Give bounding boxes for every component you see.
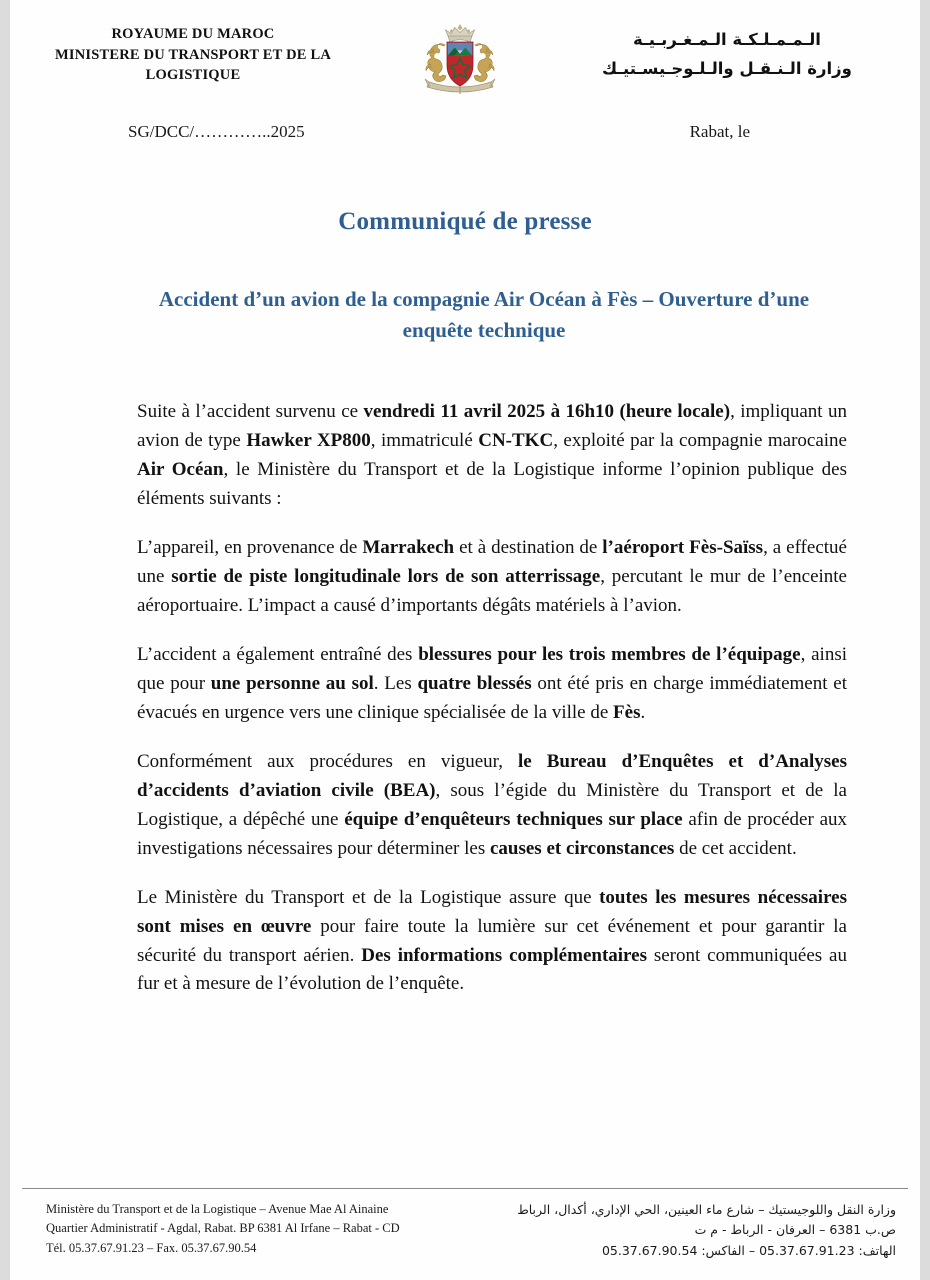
letterhead-french: [28, 18, 358, 86]
morocco-coat-of-arms-icon: [417, 20, 503, 100]
ministry-name-ar: وزارة الـنـقـل والـلـوجـيسـتيـك: [602, 58, 852, 78]
p2-text-3: , a effectué une: [137, 536, 847, 587]
p5-text-1: Le Ministère du Transport et de la Logistique assure que: [137, 886, 600, 908]
emblem-container: [406, 18, 514, 100]
p4-bold-2: équipe d’enquêteurs techniques sur place: [344, 808, 683, 830]
paragraph-1: [137, 398, 847, 514]
p2-text-2: et à destination de: [454, 536, 603, 558]
paragraph-4: [137, 748, 847, 864]
p1-bold-1: vendredi 11 avril 2025 à 16h10 (heure locale): [363, 401, 731, 422]
p1-text-1: Suite à l’accident survenu ce: [137, 401, 364, 422]
p4-bold-1: le Bureau d’Enquêtes et d’Analyses d’accidents d’aviation civile (BEA): [137, 750, 847, 801]
footer-divider: [22, 1188, 908, 1189]
footer-fr-contact: Tél. 05.37.67.91.23 – Fax. 05.37.67.90.54: [46, 1240, 257, 1255]
letterhead: [10, 18, 920, 114]
ministry-name-fr-line1: MINISTERE DU TRANSPORT ET DE LA: [54, 46, 332, 63]
p3-bold-4: Fès: [613, 701, 641, 723]
footer-fr-address-1: Ministère du Transport et de la Logistique – Avenue Mae Al Ainaine: [46, 1202, 389, 1216]
p4-text-1: Conformément aux procédures en vigueur,: [137, 750, 518, 772]
p4-text-2: , sous l’égide du Ministère du Transport et de la Logistique, a dépêché une: [137, 779, 847, 830]
p3-bold-2: une personne au sol: [210, 672, 374, 694]
p1-text-4: , exploité par la compagnie marocaine: [553, 429, 847, 451]
p3-text-1: L’accident a également entraîné des: [137, 643, 419, 665]
p3-bold-1: blessures pour les trois membres de l’équipage: [418, 643, 801, 665]
p2-text-1: L’appareil, en provenance de: [137, 536, 363, 558]
p1-bold-4: Air Océan: [137, 458, 224, 480]
p3-text-2: , ainsi que pour: [137, 643, 847, 694]
p2-text-4: , percutant le mur de l’enceinte aéroportuaire. L’impact a causé d’importants dégâts matériels à l’avion.: [137, 565, 847, 616]
footer: [10, 1200, 920, 1261]
footer-ar-contact: الهاتف: 05.37.67.91.23 – الفاكس: 05.37.67.90.54: [601, 1242, 896, 1258]
p1-text-3: , immatriculé: [370, 429, 479, 451]
ministry-country-fr: ROYAUME DU MAROC: [111, 26, 275, 42]
footer-ar-address-1: وزارة النقل واللوجيستيك – شارع ماء العينين، الحي الإداري، أكدال، الرباط: [517, 1202, 896, 1217]
page-sheet: [10, 0, 920, 1280]
p4-text-3: afin de procéder aux investigations nécessaires pour déterminer les: [137, 808, 848, 859]
p3-text-4: ont été pris en charge immédiatement et évacués en urgence vers une clinique spécialisée de la ville de: [137, 672, 847, 723]
ministry-name-fr-line2: LOGISTIQUE: [145, 67, 241, 84]
paragraph-5: [137, 884, 847, 1000]
page-title: Communiqué de presse: [338, 208, 592, 235]
p5-text-2: pour faire toute la lumière sur cet événement et pour garantir la sécurité du transport aérien.: [137, 915, 847, 966]
p3-text-5: .: [640, 701, 646, 723]
paragraph-3: [137, 641, 847, 728]
p4-text-4: de cet accident.: [674, 837, 797, 859]
p1-text-5: , le Ministère du Transport et de la Logistique informe l’opinion publique des éléments suivants :: [137, 458, 847, 509]
place-date: Rabat, le: [689, 122, 750, 141]
reference-line: [10, 122, 920, 142]
p5-bold-1: toutes les mesures nécessaires sont mises en œuvre: [137, 886, 847, 937]
p2-bold-1: Marrakech: [362, 536, 455, 558]
p4-bold-3: causes et circonstances: [489, 837, 675, 859]
ministry-country-ar: الـمـمـلـكـة الـمـغـربـيـة: [633, 30, 821, 49]
footer-ar-address-2: ص.ب 6381 – العرفان - الرباط - م ت: [694, 1222, 896, 1238]
document-body: [137, 398, 847, 999]
p2-bold-2: l’aéroport Fès-Saïss: [602, 536, 764, 558]
p3-bold-3: quatre blessés: [417, 672, 532, 694]
letterhead-arabic: [562, 18, 892, 84]
p3-text-3: . Les: [373, 672, 418, 694]
p1-text-2: , impliquant un avion de type: [137, 401, 847, 451]
p5-text-3: seront communiquées au fur et à mesure de l’évolution de l’enquête.: [137, 944, 847, 995]
paragraph-2: [137, 534, 847, 621]
page-subtitle: Accident d’un avion de la compagnie Air Océan à Fès – Ouverture d’une enquête technique: [158, 287, 810, 343]
p1-bold-3: CN-TKC: [478, 429, 554, 451]
footer-french: [46, 1200, 400, 1261]
p2-bold-3: sortie de piste longitudinale lors de son atterrissage: [171, 565, 601, 587]
reference-number: SG/DCC/…………..2025: [128, 122, 305, 141]
p5-bold-2: Des informations complémentaires: [361, 944, 647, 966]
p1-bold-2: Hawker XP800: [246, 429, 371, 451]
footer-fr-address-2: Quartier Administratif - Agdal, Rabat. BP 6381 Al Irfane – Rabat - CD: [46, 1221, 400, 1236]
footer-arabic: [517, 1200, 896, 1261]
